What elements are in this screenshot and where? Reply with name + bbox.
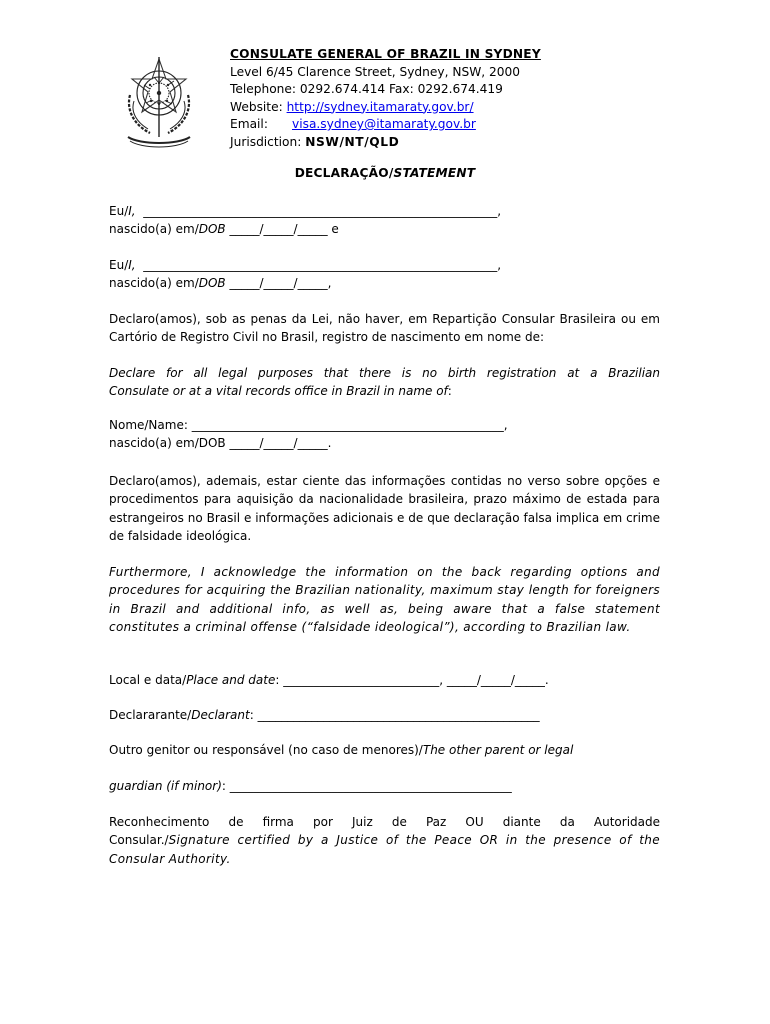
signature-en-line-3: Consular Authority. <box>109 851 231 866</box>
jurisdiction-label: Jurisdiction: <box>230 134 302 149</box>
i-label: I, <box>128 204 136 218</box>
eu-label: Eu/ <box>109 258 129 272</box>
website-label: Website: <box>230 99 283 114</box>
consulate-address: Level 6/45 Clarence Street, Sydney, NSW, 2000 <box>230 64 521 79</box>
declaration-pt: Declaro(amos), sob as penas da Lei, não haver, em Repartição Consular Brasileira ou em Cartório de Registro Civil no Brasil, registro de nascimento em nome de: <box>109 312 660 345</box>
declarant-2-dob-line <box>109 276 661 290</box>
declarant-label-en: Declarant <box>191 708 250 722</box>
dob-label: DOB <box>198 222 226 236</box>
website-row <box>230 99 541 117</box>
declarant-signature-line <box>109 708 661 722</box>
consulate-name: CONSULATE GENERAL OF BRAZIL IN SYDNEY <box>230 47 541 61</box>
dob-label: DOB <box>198 276 226 290</box>
declarant-1-dob-line <box>109 222 661 236</box>
born-label: nascido(a) em/ <box>109 276 199 290</box>
website-link[interactable]: http://sydney.itamaraty.gov.br/ <box>286 99 474 114</box>
title-en: STATEMENT <box>393 166 476 180</box>
signature-pt-line-1: Reconhecimento de firma por Juiz de Paz OU diante da Autoridade <box>109 815 660 829</box>
declarant-label-pt: Declararante/ <box>109 708 192 722</box>
place-label-en: Place and date <box>186 673 276 687</box>
signature-line-2 <box>109 831 660 849</box>
declarant-2-name-line <box>109 258 661 272</box>
guardian-signature-line <box>109 779 661 793</box>
declaration-en-line-1: Declare for all legal purposes that there is no birth registration at a Brazilian <box>109 366 660 380</box>
brazil-coat-of-arms-icon <box>120 55 198 151</box>
guardian-label: guardian (if minor) <box>109 779 222 793</box>
dob-blank[interactable]: _____/_____/_____ e <box>225 222 339 236</box>
signature-certification <box>109 813 660 868</box>
place-label-pt: Local e data/ <box>109 673 187 687</box>
title-pt: DECLARAÇÃO/ <box>294 166 394 180</box>
signature-pt-line-2: Consular./ <box>109 833 169 848</box>
guardian-blank[interactable]: : _______________________________________________ <box>221 779 512 793</box>
signature-en-line-2: Signature certified by a Justice of the Peace OR in the presence of the <box>168 833 660 848</box>
declaration-en-line-2: Consulate or at a vital records office in Brazil in name of <box>109 384 448 399</box>
declaration-en <box>109 364 660 401</box>
email-label: Email: <box>230 117 268 131</box>
born-label: nascido(a) em/ <box>109 222 199 236</box>
eu-label: Eu/ <box>109 204 129 218</box>
consulate-phone: Telephone: 0292.674.414 Fax: 0292.674.419 <box>230 82 503 96</box>
dob-blank[interactable]: _____/_____/_____, <box>225 276 332 290</box>
declaration-en-colon: : <box>447 384 452 399</box>
name-blank[interactable]: ___________________________________________________________, <box>135 258 502 272</box>
jurisdiction-value: NSW/NT/QLD <box>305 134 400 149</box>
furthermore-pt: Declaro(amos), ademais, estar ciente das informações contidas no verso sobre opções e procedimentos para aquisição da nacionalidade brasileira, prazo máximo de estada para estrangeiros no Brasil e informações adicionais e de que declaração falsa implica em crime de falsidade ideológica. <box>109 474 660 543</box>
place-date-line <box>109 673 661 687</box>
email-row <box>230 116 541 134</box>
subject-dob-line[interactable]: nascido(a) em/DOB _____/_____/_____. <box>109 436 332 450</box>
email-link[interactable]: visa.sydney@itamaraty.gov.br <box>292 117 476 131</box>
subject-name-line[interactable]: Nome/Name: ____________________________________________________, <box>109 418 508 432</box>
jurisdiction-row <box>230 134 541 152</box>
other-parent-label-pt: Outro genitor ou responsável (no caso de menores)/ <box>109 743 423 757</box>
i-label: I, <box>128 258 136 272</box>
other-parent-label-en: The other parent or legal <box>422 743 574 757</box>
declarant-1-name-line <box>109 204 661 218</box>
other-parent-line <box>109 743 661 757</box>
place-date-blank[interactable]: : __________________________, _____/_____/_____. <box>275 673 549 687</box>
consulate-header <box>230 46 541 151</box>
name-blank[interactable]: ___________________________________________________________, <box>135 204 502 218</box>
furthermore-en: Furthermore, I acknowledge the information on the back regarding options and procedures for acquiring the Brazilian nationality, maximum stay length for foreigners in Brazil and additional info, as well as, being aware that a false statement constitutes a criminal offense (“falsidade ideological”), according to Brazilian law. <box>109 565 660 634</box>
declarant-blank[interactable]: : _______________________________________________ <box>249 708 540 722</box>
document-title <box>0 166 770 180</box>
